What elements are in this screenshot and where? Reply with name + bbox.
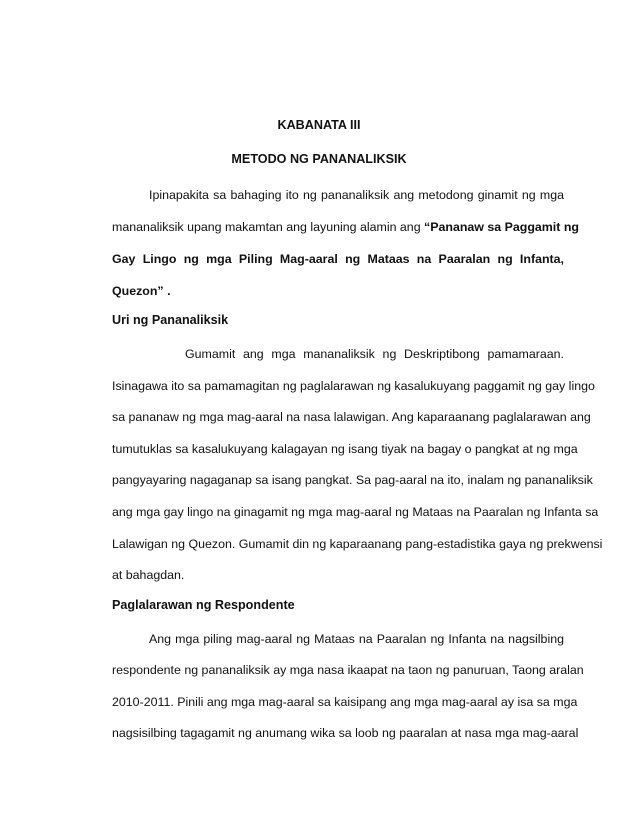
section1-line: pangyayaring nagaganap sa isang pangkat. Sa pag-aaral na ito, inalam ng pananaliksik [112,473,593,487]
intro-line-1: Ipinapakita sa bahaging ito ng pananaliksik ang metodong ginamit ng mga [149,188,564,202]
intro-study-title-end: Quezon” . [112,284,171,298]
section2-line: respondente ng pananaliksik ay mga nasa ikaapat na taon ng panuruan, Taong aralan [112,663,584,677]
section1-line: tumutuklas sa kasalukuyang kalagayan ng isang tiyak na bagay o pangkat at ng mga [112,442,578,456]
section2-line: 2010-2011. Pinili ang mga mag-aaral sa kaisipang ang mga mag-aaral ay isa sa mga [112,695,578,709]
chapter-number: KABANATA III [277,118,361,132]
intro-study-title-middle: Gay Lingo ng mga Piling Mag-aaral ng Mataas na Paaralan ng Infanta, [112,252,564,266]
intro-study-title-start: “Pananaw sa Paggamit ng [424,220,579,234]
intro-line-2-text: mananaliksik upang makamtan ang layuning alamin ang [112,220,425,234]
section2-line: nagsisilbing tagagamit ng anumang wika sa loob ng paaralan at nasa mga mag-aaral [112,726,579,740]
section1-line: Gumamit ang mga mananaliksik ng Deskriptibong pamamaraan. [185,347,564,361]
section-heading-respondente: Paglalarawan ng Respondente [112,598,295,612]
section1-line: ang mga gay lingo na ginagamit ng mga mag-aaral ng Mataas na Paaralan ng Infanta sa [112,505,599,519]
section1-line: Lalawigan ng Quezon. Gumamit din ng kaparaanang pang-estadistika gaya ng prekwensi [112,537,603,551]
section2-line: Ang mga piling mag-aaral ng Mataas na Paaralan ng Infanta na nagsilbing [149,632,564,646]
chapter-title: METODO NG PANANALIKSIK [231,152,407,166]
section1-line: at bahagdan. [112,568,185,582]
intro-line-2 [112,219,579,235]
section1-line: Isinagawa ito sa pamamagitan ng paglalarawan ng kasalukuyang paggamit ng gay lingo [112,379,595,393]
section-heading-uri: Uri ng Pananaliksik [112,313,229,327]
section1-line: sa pananaw ng mga mag-aaral na nasa lalawigan. Ang kaparaanang paglalarawan ang [112,410,591,424]
